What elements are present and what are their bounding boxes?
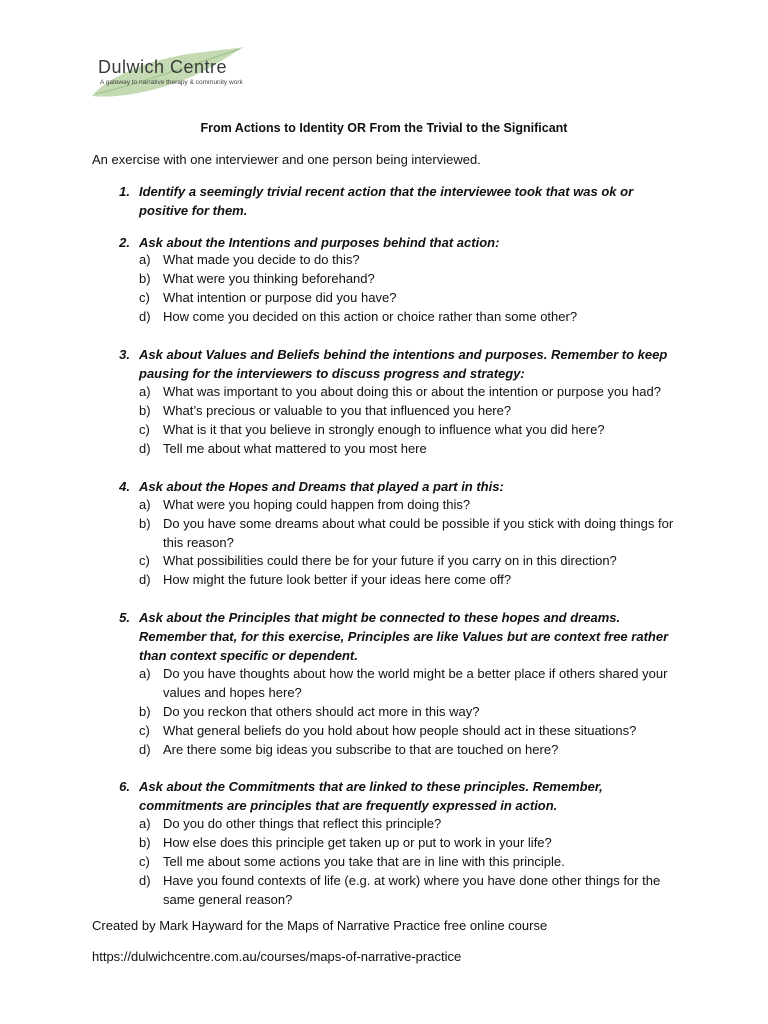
document-title: From Actions to Identity OR From the Trivial to the Significant xyxy=(200,121,568,135)
course-url[interactable]: https://dulwichcentre.com.au/courses/maps-of-narrative-practice xyxy=(92,949,462,964)
sub-question-text: Do you do other things that reflect this principle? xyxy=(163,816,442,831)
sub-question-letter: d) xyxy=(139,309,151,324)
question-number: 2. xyxy=(119,235,130,250)
sub-question-text: How come you decided on this action or choice rather than some other? xyxy=(163,309,578,324)
sub-question-text: What is it that you believe in strongly enough to influence what you did here? xyxy=(163,422,605,437)
sub-question-letter: d) xyxy=(139,742,151,757)
sub-question-text: Do you have thoughts about how the world might be a better place if others shared your values and hopes here? xyxy=(163,666,668,700)
question-heading: Ask about the Hopes and Dreams that played a part in this: xyxy=(139,479,504,494)
question-number: 3. xyxy=(119,347,130,362)
sub-question-letter: c) xyxy=(139,854,150,869)
sub-question-letter: a) xyxy=(139,252,151,267)
sub-question-text: Have you found contexts of life (e.g. at work) where you have done other things for the same general reason? xyxy=(163,873,661,907)
logo-tagline: A gateway to narrative therapy & community work xyxy=(100,79,243,86)
sub-question-text: How might the future look better if your ideas here come off? xyxy=(163,572,512,587)
sub-question-text: Tell me about what mattered to you most here xyxy=(163,441,427,456)
sub-question-text: What general beliefs do you hold about how people should act in these situations? xyxy=(163,723,637,738)
credit-text: Created by Mark Hayward for the Maps of Narrative Practice free online course xyxy=(92,918,548,933)
sub-question-text: Do you have some dreams about what could be possible if you stick with doing things for this reason? xyxy=(163,516,674,550)
sub-question-letter: a) xyxy=(139,666,151,681)
sub-question-letter: b) xyxy=(139,835,151,850)
question-number: 6. xyxy=(119,779,130,794)
sub-question-letter: c) xyxy=(139,553,150,568)
question-heading: Ask about the Commitments that are linked to these principles. Remember, commitments are principles that are frequently expressed in action. xyxy=(139,779,603,813)
sub-question-text: What’s precious or valuable to you that influenced you here? xyxy=(163,403,512,418)
sub-question-text: What was important to you about doing this or about the intention or purpose you had? xyxy=(163,384,661,399)
sub-question-letter: a) xyxy=(139,384,151,399)
sub-question-letter: b) xyxy=(139,516,151,531)
sub-question-text: What were you hoping could happen from doing this? xyxy=(163,497,471,512)
sub-question-letter: d) xyxy=(139,572,151,587)
question-heading: Ask about the Intentions and purposes behind that action: xyxy=(139,235,500,250)
sub-question-letter: a) xyxy=(139,816,151,831)
sub-question-text: What intention or purpose did you have? xyxy=(163,290,397,305)
sub-question-letter: c) xyxy=(139,422,150,437)
logo-name: Dulwich Centre xyxy=(98,57,228,77)
question-number: 1. xyxy=(119,184,130,199)
sub-question-letter: b) xyxy=(139,704,151,719)
sub-question-letter: a) xyxy=(139,497,151,512)
sub-question-letter: b) xyxy=(139,403,151,418)
sub-question-text: Tell me about some actions you take that are in line with this principle. xyxy=(163,854,565,869)
intro-text: An exercise with one interviewer and one person being interviewed. xyxy=(92,152,481,167)
sub-question-text: What made you decide to do this? xyxy=(163,252,360,267)
question-heading: Ask about the Principles that might be connected to these hopes and dreams. Remember that, for this exercise, Principles are like Values but are context free rather than context specific or dependent. xyxy=(139,610,669,663)
sub-question-text: What possibilities could there be for your future if you carry on in this direction? xyxy=(163,553,617,568)
sub-question-letter: d) xyxy=(139,873,151,888)
question-heading: Identify a seemingly trivial recent action that the interviewee took that was ok or positive for them. xyxy=(139,184,634,218)
sub-question-letter: c) xyxy=(139,290,150,305)
question-number: 4. xyxy=(119,479,130,494)
sub-question-letter: d) xyxy=(139,441,151,456)
question-heading: Ask about Values and Beliefs behind the intentions and purposes. Remember to keep pausing for the interviewers to discuss progress and strategy: xyxy=(139,347,668,381)
question-number: 5. xyxy=(119,610,130,625)
sub-question-text: Do you reckon that others should act more in this way? xyxy=(163,704,480,719)
sub-question-text: Are there some big ideas you subscribe to that are touched on here? xyxy=(163,742,559,757)
sub-question-text: How else does this principle get taken up or put to work in your life? xyxy=(163,835,552,850)
sub-question-letter: b) xyxy=(139,271,151,286)
sub-question-letter: c) xyxy=(139,723,150,738)
sub-question-text: What were you thinking beforehand? xyxy=(163,271,375,286)
